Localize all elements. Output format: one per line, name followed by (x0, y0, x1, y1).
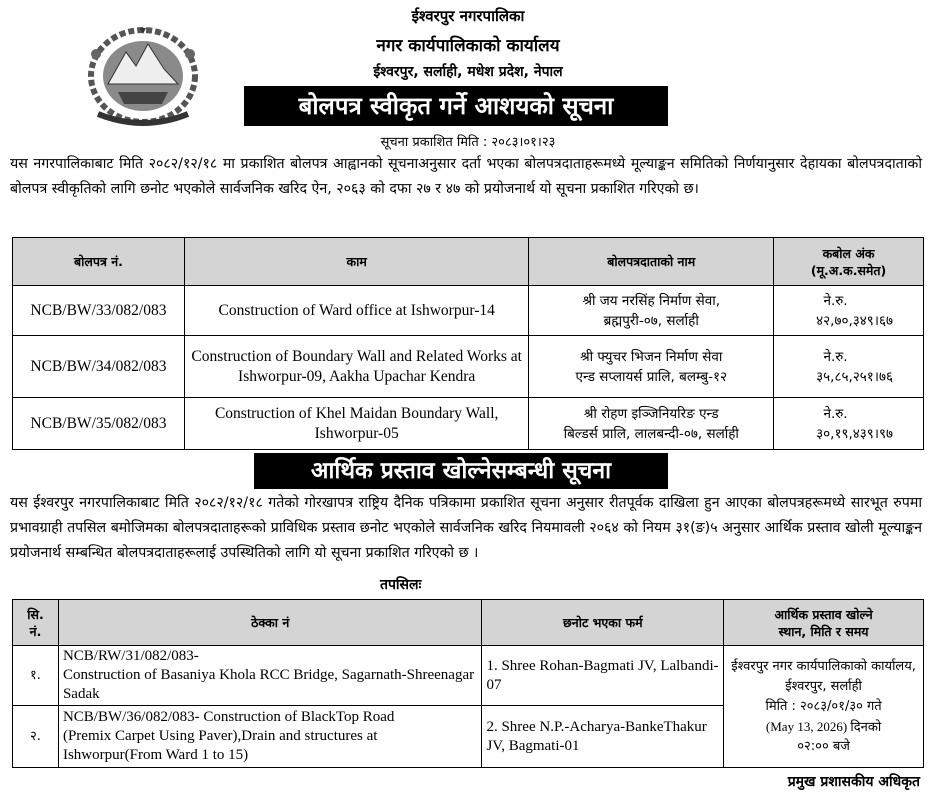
amount-cell: ने.रु. ३०,१९,४३९।९७ (774, 398, 924, 450)
bid-acceptance-table (12, 237, 924, 450)
sn-cell: २. (13, 706, 59, 768)
notice1-paragraph: यस नगरपालिकाबाट मिति २०८२/१२/१८ मा प्रकाशित बोलपत्र आह्वानको सूचनाअनुसार दर्ता भएका बोलपत्रदाताहरूमध्ये मूल्याङ्कन समितिको निर्णयानुसार देहायका बोलपत्रदाताको बोलपत्र स्वीकृतिको लागि छनोट भएकोले सार्वजनिक खरिद ऐन, २०६३ को दफा २७ र ४७ को प्रयोजनार्थ यो सूचना प्रकाशित गरिएको छ। (10, 156, 922, 197)
bid-no-cell: NCB/BW/35/082/083 (13, 398, 185, 450)
notice2-title-banner: आर्थिक प्रस्ताव खोल्नेसम्बन्धी सूचना (254, 453, 668, 489)
bid-no-cell: NCB/BW/34/082/083 (13, 336, 185, 398)
table-row (13, 336, 924, 398)
bid-no-cell: NCB/BW/33/082/083 (13, 286, 185, 336)
venue-cell: ईश्वरपुर नगर कार्यपालिकाको कार्यालय, ईश्वरपुर, सर्लाही मिति : २०८३/०१/३० गते (May 13, 2026) दिनको ०२:०० बजे (724, 646, 924, 768)
col-work: काम (184, 238, 528, 286)
notice2-paragraph: यस ईश्वरपुर नगरपालिकाबाट मिति २०८२/१२/१८ गतेको गोरखापत्र राष्ट्रिय दैनिक पत्रिकामा प्रकाशित सूचना अनुसार रीतपूर्वक दाखिला हुन आएका बोलपत्रहरूमध्ये सारभूत रुपमा प्रभावग्राही तपसिल बमोजिमका बोलपत्रदाताहरूको प्राविधिक प्रस्ताव छनोट भएकोले सार्वजनिक खरिद नियमावली २०६४ को नियम ३१(ङ)५ अनुसार आर्थिक प्रस्ताव खोली मूल्याङ्कन प्रयोजनार्थ सम्बन्धित बोलपत्रदाताहरूलाई उपस्थितिको लागि यो सूचना प्रकाशित गरिएको छ । (10, 495, 922, 561)
amount-cell: ने.रु. ४२,७०,३४९।६७ (774, 286, 924, 336)
financial-opening-table (12, 599, 924, 768)
bidder-cell: श्री रोहण इञ्जिनियरिङ एन्ड बिल्डर्स प्रालि, लालबन्दी-०७, सर्लाही (529, 398, 774, 450)
col-contract: ठेक्का नं (58, 600, 482, 646)
sn-cell: १. (13, 646, 59, 706)
col-venue: आर्थिक प्रस्ताव खोल्ने स्थान, मिति र समय (724, 600, 924, 646)
signature: प्रमुख प्रशासकीय अधिकृत (787, 774, 920, 790)
table-row (13, 286, 924, 336)
table-row (13, 398, 924, 450)
col-bid-no: बोलपत्र नं. (13, 238, 185, 286)
office-name: नगर कार्यपालिकाको कार्यालय (376, 36, 560, 56)
col-firm: छनोट भएका फर्म (482, 600, 724, 646)
contract-cell: NCB/RW/31/082/083- Construction of Basaniya Khola RCC Bridge, Sagarnath-Shreenagar Sadak (58, 646, 482, 706)
table-header-row (13, 238, 924, 286)
table-header-row (13, 600, 924, 646)
notice-title-banner: बोलपत्र स्वीकृत गर्ने आशयको सूचना (244, 86, 668, 126)
contract-cell: NCB/BW/36/082/083- Construction of BlackTop Road (Premix Carpet Using Paver),Drain and structures at Ishworpur(From Ward 1 to 15) (58, 706, 482, 768)
tapsil-label: तपसिलः (380, 577, 422, 593)
bidder-cell: श्री फ्युचर भिजन निर्माण सेवा एन्ड सप्लायर्स प्रालि, बलम्बु-१२ (529, 336, 774, 398)
work-cell: Construction of Ward office at Ishworpur-14 (184, 286, 528, 336)
bidder-cell: श्री जय नरसिंह निर्माण सेवा, ब्रह्मपुरी-०७, सर्लाही (529, 286, 774, 336)
col-bidder: बोलपत्रदाताको नाम (529, 238, 774, 286)
table-row (13, 646, 924, 706)
published-date: सूचना प्रकाशित मिति : २०८३।०१।२३ (380, 135, 556, 150)
work-cell: Construction of Khel Maidan Boundary Wall, Ishworpur-05 (184, 398, 528, 450)
firm-cell: 1. Shree Rohan-Bagmati JV, Lalbandi-07 (482, 646, 724, 706)
col-amount: कबोल अंक (मू.अ.क.समेत) (774, 238, 924, 286)
work-cell: Construction of Boundary Wall and Related Works at Ishworpur-09, Aakha Upachar Kendra (184, 336, 528, 398)
col-sn: सि. नं. (13, 600, 59, 646)
amount-cell: ने.रु. ३५,८५,२५१।७६ (774, 336, 924, 398)
org-name: ईश्वरपुर नगरपालिका (411, 7, 525, 25)
office-address: ईश्वरपुर, सर्लाही, मधेश प्रदेश, नेपाल (373, 64, 563, 80)
firm-cell: 2. Shree N.P.-Acharya-BankeThakur JV, Bagmati-01 (482, 706, 724, 768)
